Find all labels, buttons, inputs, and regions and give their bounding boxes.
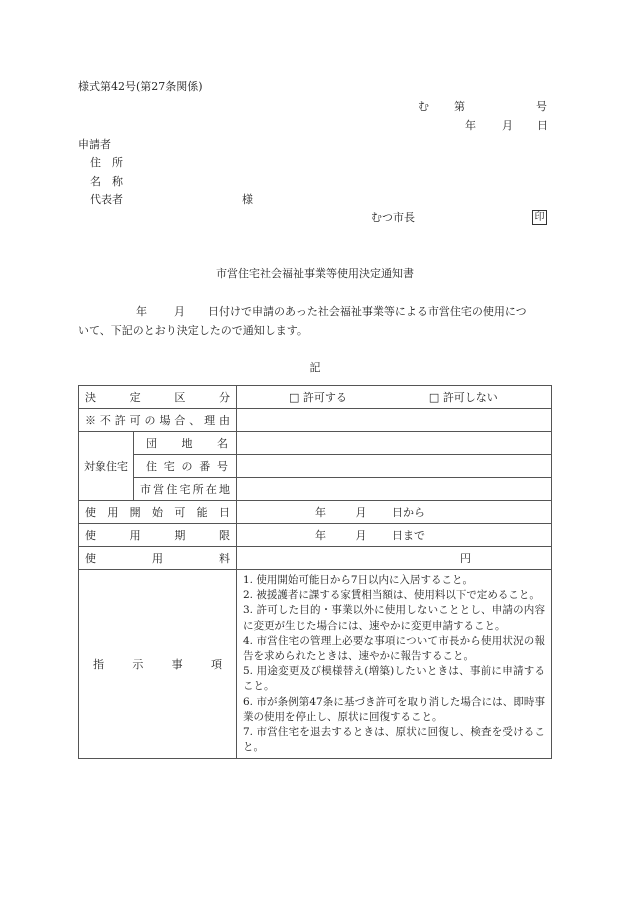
option-deny-label: 許可しない [442,391,498,404]
date-year: 年 [465,119,476,132]
start-year: 年 [315,506,326,519]
instruction-item: 5. 用途変更及び模様替え(増築)したいときは、事前に申請すること。 [243,665,545,693]
row-reason [79,409,552,432]
doc-number-dai: 第 [454,100,465,113]
target-address-label: 市営住宅所在地 [134,478,237,501]
issuer-title: むつ市長 [371,211,415,224]
target-group-label: 対象住宅 [79,432,134,501]
start-date-label: 使用開始可能日 [79,501,237,524]
period-month: 月 [355,529,367,542]
row-period [79,524,552,547]
body-text-line1: 日付けで申請のあった社会福祉事業等による市営住宅の使用につ [208,305,527,318]
start-suffix: 日から [392,506,425,519]
form-number: 様式第42号(第27条関係) [78,80,203,93]
applicant-heading: 申請者 [78,138,111,151]
decision-label: 決定区分 [79,386,237,409]
checkbox-icon[interactable]: □ [428,391,440,404]
period-suffix: 日まで [392,529,425,542]
date-month: 月 [502,119,513,132]
instruction-item: 7. 市営住宅を退去するときは、原状に回復し、検査を受けること。 [243,726,545,754]
doc-number-go: 号 [536,100,547,113]
document-title: 市営住宅社会福祉事業等使用決定通知書 [216,267,414,280]
instructions-label: 指示事項 [79,570,237,759]
fee-unit: 円 [460,552,471,565]
checkbox-icon[interactable]: □ [289,391,300,404]
applicant-address-label: 住 所 [90,156,123,169]
option-permit[interactable] [289,389,347,405]
seal-icon: 印 [532,210,547,225]
reason-label: ※不許可の場合、理由 [79,409,237,432]
body-month: 月 [174,305,185,318]
instruction-item: 4. 市営住宅の管理上必要な事項について市長から使用状況の報告を求められたときは、速やかに報告すること。 [243,634,545,663]
row-fee [79,547,552,570]
decision-table [78,385,552,759]
target-estate-value[interactable] [237,432,552,455]
period-label: 使用期限 [79,524,237,547]
row-target-address [79,478,552,501]
applicant-representative-label: 代表者 [90,193,123,206]
target-number-label: 住宅の番号 [134,455,237,478]
applicant-honorific: 様 [242,193,253,206]
applicant-name-label: 名 称 [90,175,123,188]
issuer-seal [532,210,547,225]
row-start-date [79,501,552,524]
target-estate-label: 団地名 [134,432,237,455]
instruction-item: 6. 市が条例第47条に基づき許可を取り消した場合には、即時事業の使用を停止し、原状に回復すること。 [243,695,545,723]
start-month: 月 [355,506,367,519]
reason-value[interactable] [237,409,552,432]
body-text-line2: いて、下記のとおり決定したので通知します。 [78,324,308,337]
row-decision [79,386,552,409]
instructions-list [237,570,552,759]
decision-options [237,386,552,409]
start-date-value[interactable] [237,501,552,524]
doc-number-prefix: む [418,100,429,113]
option-permit-label: 許可する [302,391,347,404]
instruction-item: 1. 使用開始可能日から7日以内に入居すること。 [243,574,474,586]
target-number-value[interactable] [237,455,552,478]
row-target-number [79,455,552,478]
date-day: 日 [537,119,548,132]
instruction-item: 2. 被援護者に課する家賃相当額は、使用料以下で定めること。 [243,589,540,602]
option-deny[interactable] [429,389,498,405]
body-year: 年 [136,305,147,318]
fee-label: 使用料 [79,547,237,570]
row-instructions [79,570,552,759]
ki-heading: 記 [309,361,321,374]
period-value[interactable] [237,524,552,547]
target-address-value[interactable] [237,478,552,501]
instruction-item: 3. 許可した目的・事業以外に使用しないこととし、申請の内容に変更が生じた場合には、速やかに変更申請すること。 [243,604,545,632]
row-target-estate [79,432,552,455]
period-year: 年 [315,529,326,542]
fee-value[interactable] [237,547,552,570]
